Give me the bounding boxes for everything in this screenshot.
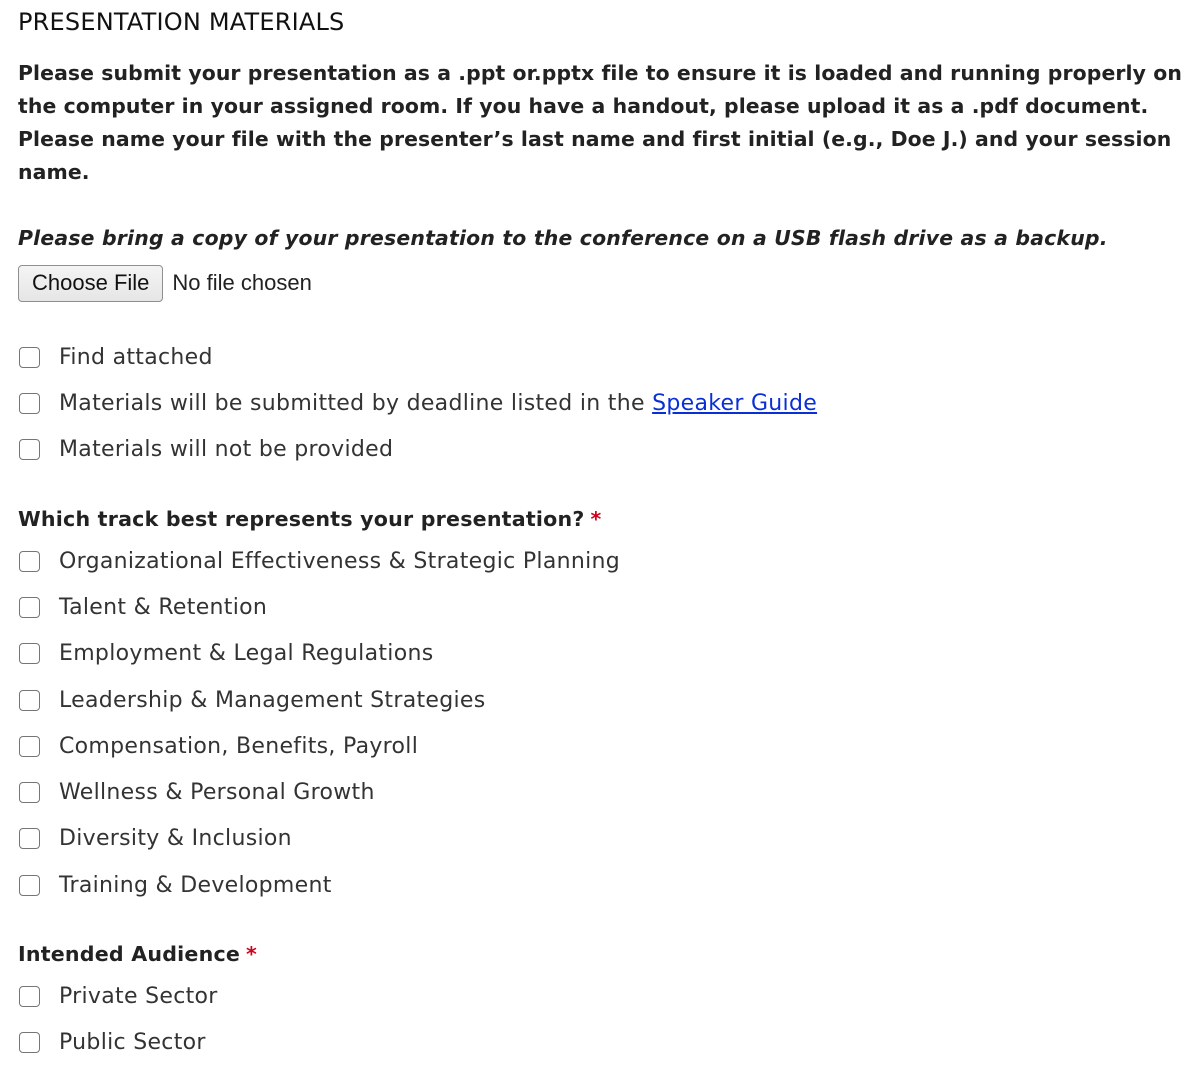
checkbox[interactable] [19, 690, 40, 711]
track-option[interactable] [18, 723, 620, 769]
track-option[interactable] [18, 538, 620, 584]
file-status: No file chosen [172, 270, 312, 295]
track-options [18, 538, 620, 908]
option-label: Training & Development [59, 872, 332, 898]
materials-options [18, 334, 817, 473]
materials-option-find-attached[interactable] [18, 334, 817, 380]
audience-question-label: Intended Audience [18, 942, 241, 966]
track-question [18, 507, 601, 531]
track-option[interactable] [18, 677, 620, 723]
option-label: Organizational Effectiveness & Strategic Planning [59, 548, 621, 574]
checkbox[interactable] [19, 986, 40, 1007]
audience-option-public-sector[interactable] [18, 1019, 218, 1065]
option-label: Wellness & Personal Growth [59, 780, 375, 806]
required-marker: * [590, 507, 602, 531]
checkbox[interactable] [19, 736, 40, 757]
choose-file-button[interactable]: Choose File [18, 265, 163, 302]
track-option[interactable] [18, 816, 620, 862]
track-option[interactable] [18, 769, 620, 815]
checkbox[interactable] [19, 347, 40, 368]
checkbox[interactable] [19, 1032, 40, 1053]
track-option[interactable] [18, 862, 620, 908]
option-label: Employment & Legal Regulations [59, 641, 434, 667]
speaker-guide-link[interactable]: Speaker Guide [652, 390, 818, 416]
track-option[interactable] [18, 584, 620, 630]
track-option[interactable] [18, 631, 620, 677]
checkbox[interactable] [19, 551, 40, 572]
option-label: Find attached [59, 344, 213, 370]
checkbox[interactable] [19, 393, 40, 414]
checkbox[interactable] [19, 875, 40, 896]
checkbox[interactable] [19, 782, 40, 803]
checkbox[interactable] [19, 439, 40, 460]
option-label: Public Sector [59, 1029, 206, 1055]
option-label: Materials will not be provided [59, 437, 394, 463]
option-label: Compensation, Benefits, Payroll [59, 733, 419, 759]
checkbox[interactable] [19, 597, 40, 618]
backup-note: Please bring a copy of your presentation to the conference on a USB flash drive as a backup. [18, 226, 1108, 250]
audience-option-private-sector[interactable] [18, 973, 218, 1019]
option-label: Leadership & Management Strategies [59, 687, 486, 713]
checkbox[interactable] [19, 828, 40, 849]
materials-option-submit-by-deadline[interactable] [18, 380, 817, 426]
required-marker: * [246, 942, 258, 966]
instructions-text: Please submit your presentation as a .ppt or.pptx file to ensure it is loaded and running properly on the computer in your assigned room. If you have a handout, please upload it as a .pdf document. Please name your file with the presenter’s last name and first initial (e.g., Doe J.) and your session name. [18, 61, 1182, 184]
option-label: Diversity & Inclusion [59, 826, 292, 852]
file-upload [18, 264, 312, 302]
option-label: Private Sector [59, 983, 218, 1009]
audience-question [18, 942, 257, 966]
section-title: PRESENTATION MATERIALS [18, 8, 345, 36]
audience-options [18, 973, 218, 1066]
option-label: Talent & Retention [59, 594, 268, 620]
track-question-label: Which track best represents your presentation? [18, 507, 585, 531]
materials-option-not-provided[interactable] [18, 427, 817, 473]
checkbox[interactable] [19, 643, 40, 664]
option-label: Materials will be submitted by deadline listed in the Speaker Guide [59, 390, 818, 416]
